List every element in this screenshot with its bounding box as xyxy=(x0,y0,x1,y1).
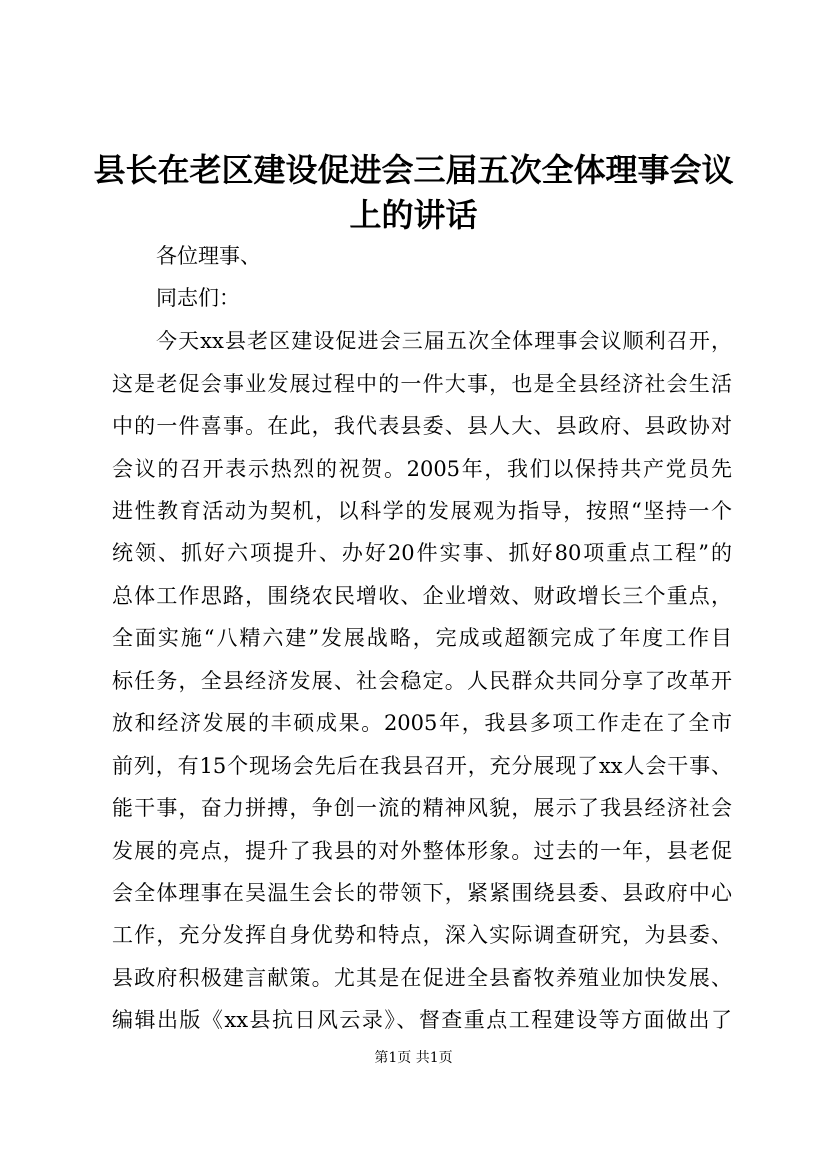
body-line: 编辑出版《xx县抗日风云录》、督查重点工程建设等方面做出了 xyxy=(112,1008,732,1032)
body-line: 全面实施“八精六建”发展战略，完成或超额完成了年度工作目 xyxy=(112,626,732,650)
body-line: 会议的召开表示热烈的祝贺。2005年，我们以保持共产党员先 xyxy=(112,457,732,481)
body-line: 统领、抓好六项提升、办好20件实事、抓好80项重点工程”的 xyxy=(112,541,732,565)
document-title-line-1: 县长在老区建设促进会三届五次全体理事会议 xyxy=(93,151,734,189)
body-line: 工作，充分发挥自身优势和特点，深入实际调查研究，为县委、 xyxy=(112,923,732,947)
body-line: 县政府积极建言献策。尤其是在促进全县畜牧养殖业加快发展、 xyxy=(112,966,732,990)
salutation-line-2: 同志们： xyxy=(156,286,240,310)
body-line: 进性教育活动为契机，以科学的发展观为指导，按照“坚持一个 xyxy=(112,499,732,523)
salutation-line-1: 各位理事、 xyxy=(156,244,261,268)
body-line: 放和经济发展的丰硕成果。2005年，我县多项工作走在了全市 xyxy=(112,711,732,735)
body-line: 会全体理事在吴温生会长的带领下，紧紧围绕县委、县政府中心 xyxy=(112,881,732,905)
body-line: 能干事，奋力拼搏，争创一流的精神风貌，展示了我县经济社会 xyxy=(112,796,732,820)
body-line: 中的一件喜事。在此，我代表县委、县人大、县政府、县政协对 xyxy=(112,414,732,438)
body-line: 前列，有15个现场会先后在我县召开，充分展现了xx人会干事、 xyxy=(112,754,732,778)
body-line: 发展的亮点，提升了我县的对外整体形象。过去的一年，县老促 xyxy=(112,839,732,863)
body-line: 今天xx县老区建设促进会三届五次全体理事会议顺利召开， xyxy=(156,329,732,353)
body-line: 标任务，全县经济发展、社会稳定。人民群众共同分享了改革开 xyxy=(112,669,732,693)
body-line: 这是老促会事业发展过程中的一件大事，也是全县经济社会生活 xyxy=(112,372,732,396)
document-title-line-2: 上的讲话 xyxy=(349,196,478,234)
page-footer: 第1页 共1页 xyxy=(374,1050,453,1066)
body-line: 总体工作思路，围绕农民增收、企业增效、财政增长三个重点， xyxy=(112,584,732,608)
